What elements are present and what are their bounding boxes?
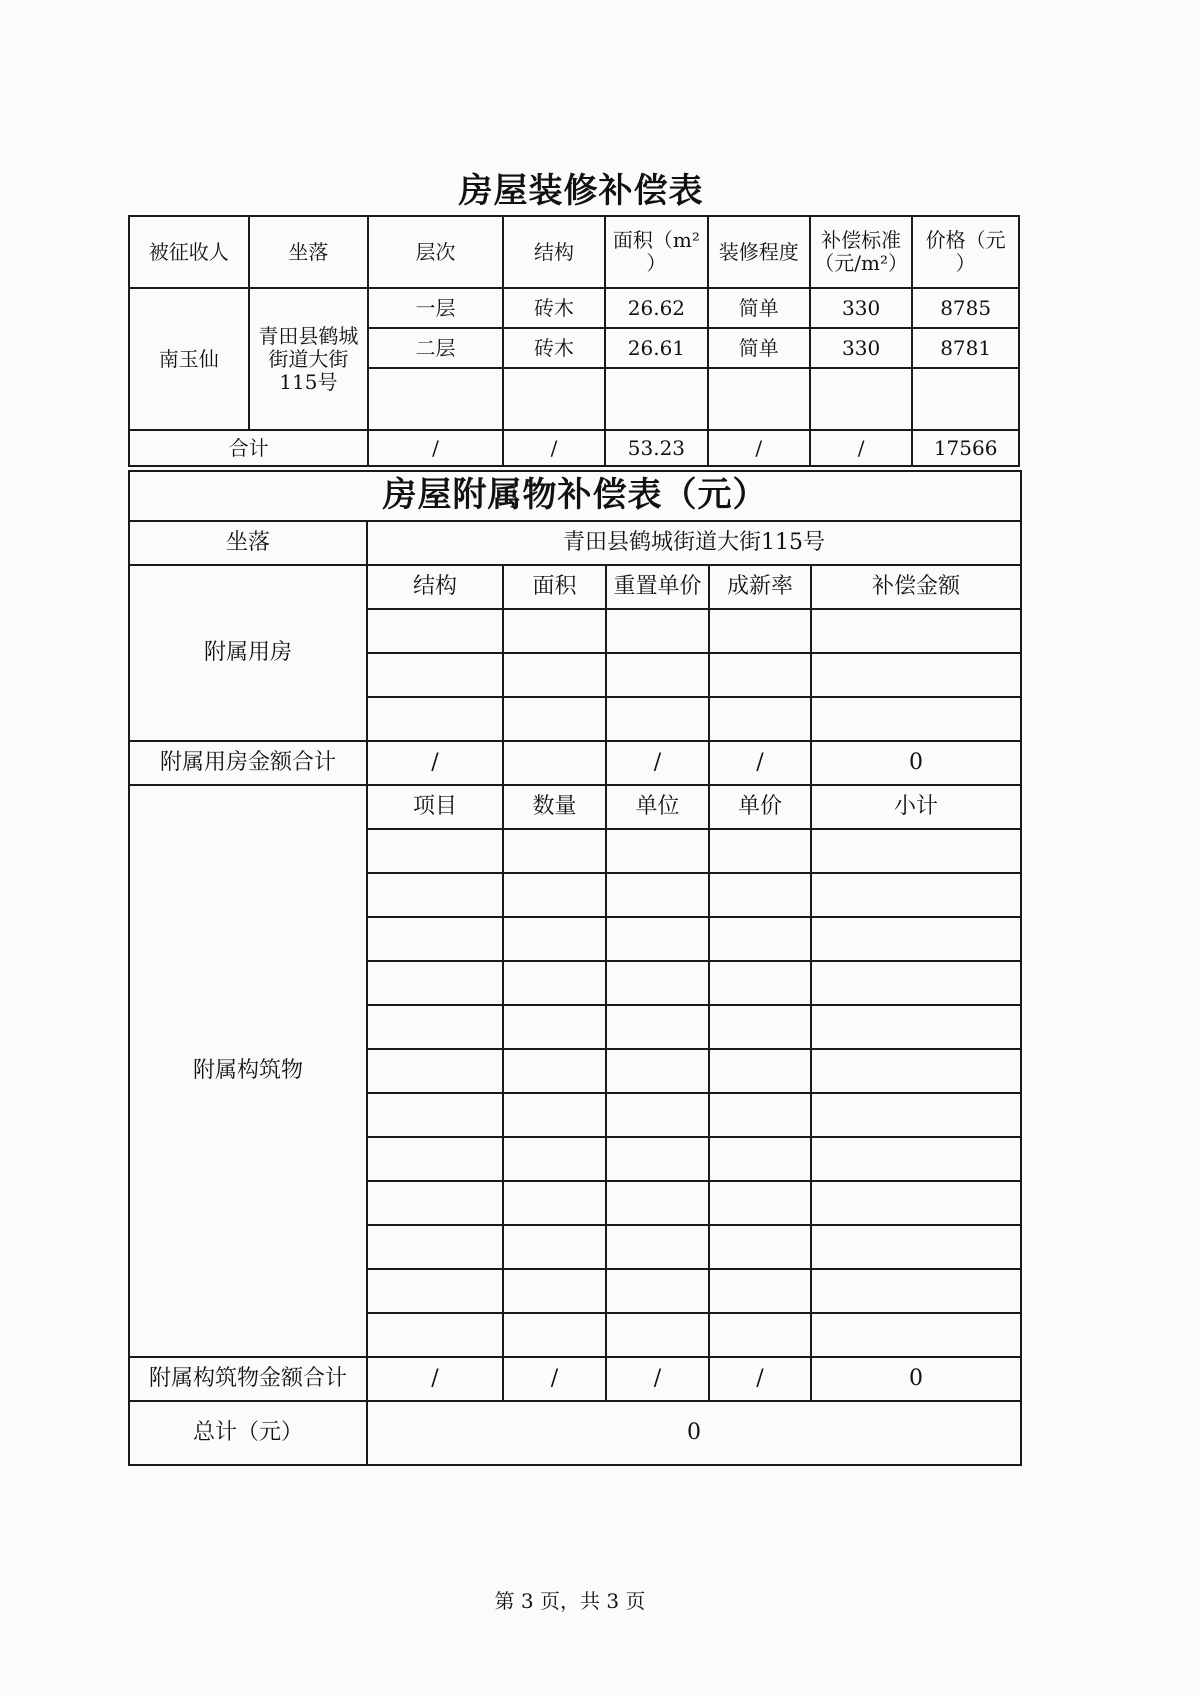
area-cell: 26.62 xyxy=(605,288,707,328)
header-area xyxy=(605,216,707,288)
header-row xyxy=(129,216,1019,288)
price-cell: 8785 xyxy=(912,288,1019,328)
house-header-unit-price: 重置单价 xyxy=(606,565,709,609)
house-total-amount: 0 xyxy=(811,741,1021,785)
house-total-label: 附属用房金额合计 xyxy=(129,741,367,785)
house-total-row xyxy=(129,741,1021,785)
header-owner: 被征收人 xyxy=(129,216,249,288)
floor-cell: 一层 xyxy=(368,288,503,328)
structures-header-unit: 单位 xyxy=(606,785,709,829)
floor-cell: 二层 xyxy=(368,328,503,368)
house-total-value: / xyxy=(606,741,709,785)
house-header-amount: 补偿金额 xyxy=(811,565,1021,609)
header-location: 坐落 xyxy=(249,216,369,288)
page-footer: 第 3 页，共 3 页 xyxy=(494,1589,646,1613)
grand-total-label: 总计（元） xyxy=(129,1401,367,1465)
location-line2: 街道大街 xyxy=(268,346,349,371)
total-structure: / xyxy=(503,430,605,466)
structures-total-label: 附属构筑物金额合计 xyxy=(129,1357,367,1401)
header-price xyxy=(912,216,1019,288)
total-area: 53.23 xyxy=(605,430,707,466)
structures-header-unit-price: 单价 xyxy=(709,785,811,829)
total-label: 合计 xyxy=(129,430,368,466)
header-standard-line1: 补偿标准 xyxy=(821,228,902,252)
structures-total-amount: 0 xyxy=(811,1357,1021,1401)
ancillary-house-label: 附属用房 xyxy=(129,565,367,741)
standard-cell: 330 xyxy=(810,328,912,368)
header-standard-line2: （元/m²） xyxy=(814,251,908,275)
house-header-row xyxy=(129,565,1021,609)
table-row xyxy=(129,288,1019,328)
header-floor: 层次 xyxy=(368,216,503,288)
total-standard: / xyxy=(810,430,912,466)
price-cell: 8781 xyxy=(912,328,1019,368)
owner-cell: 南玉仙 xyxy=(129,288,249,430)
house-header-area: 面积 xyxy=(503,565,606,609)
total-floor: / xyxy=(368,430,503,466)
ancillary-location-value: 青田县鹤城街道大街115号 xyxy=(367,521,1021,565)
structure-cell: 砖木 xyxy=(503,288,605,328)
ancillary-location-label: 坐落 xyxy=(129,521,367,565)
ancillary-structures-label: 附属构筑物 xyxy=(129,785,367,1357)
decoration-cell: 简单 xyxy=(708,328,810,368)
house-total-value xyxy=(503,741,606,785)
location-row xyxy=(129,521,1021,565)
structures-header-item: 项目 xyxy=(367,785,503,829)
house-header-newness: 成新率 xyxy=(709,565,811,609)
total-decoration: / xyxy=(708,430,810,466)
structures-total-value: / xyxy=(709,1357,811,1401)
structure-cell: 砖木 xyxy=(503,328,605,368)
grand-total-row xyxy=(129,1401,1021,1465)
structures-total-value: / xyxy=(503,1357,606,1401)
header-decoration: 装修程度 xyxy=(708,216,810,288)
header-standard xyxy=(810,216,912,288)
standard-cell: 330 xyxy=(810,288,912,328)
grand-total-value: 0 xyxy=(367,1401,1021,1465)
structures-total-value: / xyxy=(606,1357,709,1401)
location-line3: 115号 xyxy=(279,369,338,394)
house-header-structure: 结构 xyxy=(367,565,503,609)
structures-total-row xyxy=(129,1357,1021,1401)
location-cell xyxy=(249,288,369,430)
location-line1: 青田县鹤城 xyxy=(258,323,359,348)
house-total-value: / xyxy=(709,741,811,785)
ancillary-title-row xyxy=(129,471,1021,521)
header-structure: 结构 xyxy=(503,216,605,288)
structures-header-subtotal: 小计 xyxy=(811,785,1021,829)
structures-header-row xyxy=(129,785,1021,829)
total-price: 17566 xyxy=(912,430,1019,466)
area-cell: 26.61 xyxy=(605,328,707,368)
house-total-value: / xyxy=(367,741,503,785)
decoration-cell: 简单 xyxy=(708,288,810,328)
structures-total-value: / xyxy=(367,1357,503,1401)
header-price-line2: ） xyxy=(955,251,976,275)
header-area-line1: 面积（m² xyxy=(612,228,700,252)
ancillary-table-title: 房屋附属物补偿表（元） xyxy=(129,471,1021,521)
total-row xyxy=(129,430,1019,466)
header-area-line2: ） xyxy=(646,251,667,275)
ancillary-compensation-table xyxy=(128,470,1022,1466)
decoration-table-title: 房屋装修补偿表 xyxy=(458,171,704,211)
structures-header-quantity: 数量 xyxy=(503,785,606,829)
decoration-compensation-table xyxy=(128,215,1020,467)
header-price-line1: 价格（元 xyxy=(925,228,1006,252)
